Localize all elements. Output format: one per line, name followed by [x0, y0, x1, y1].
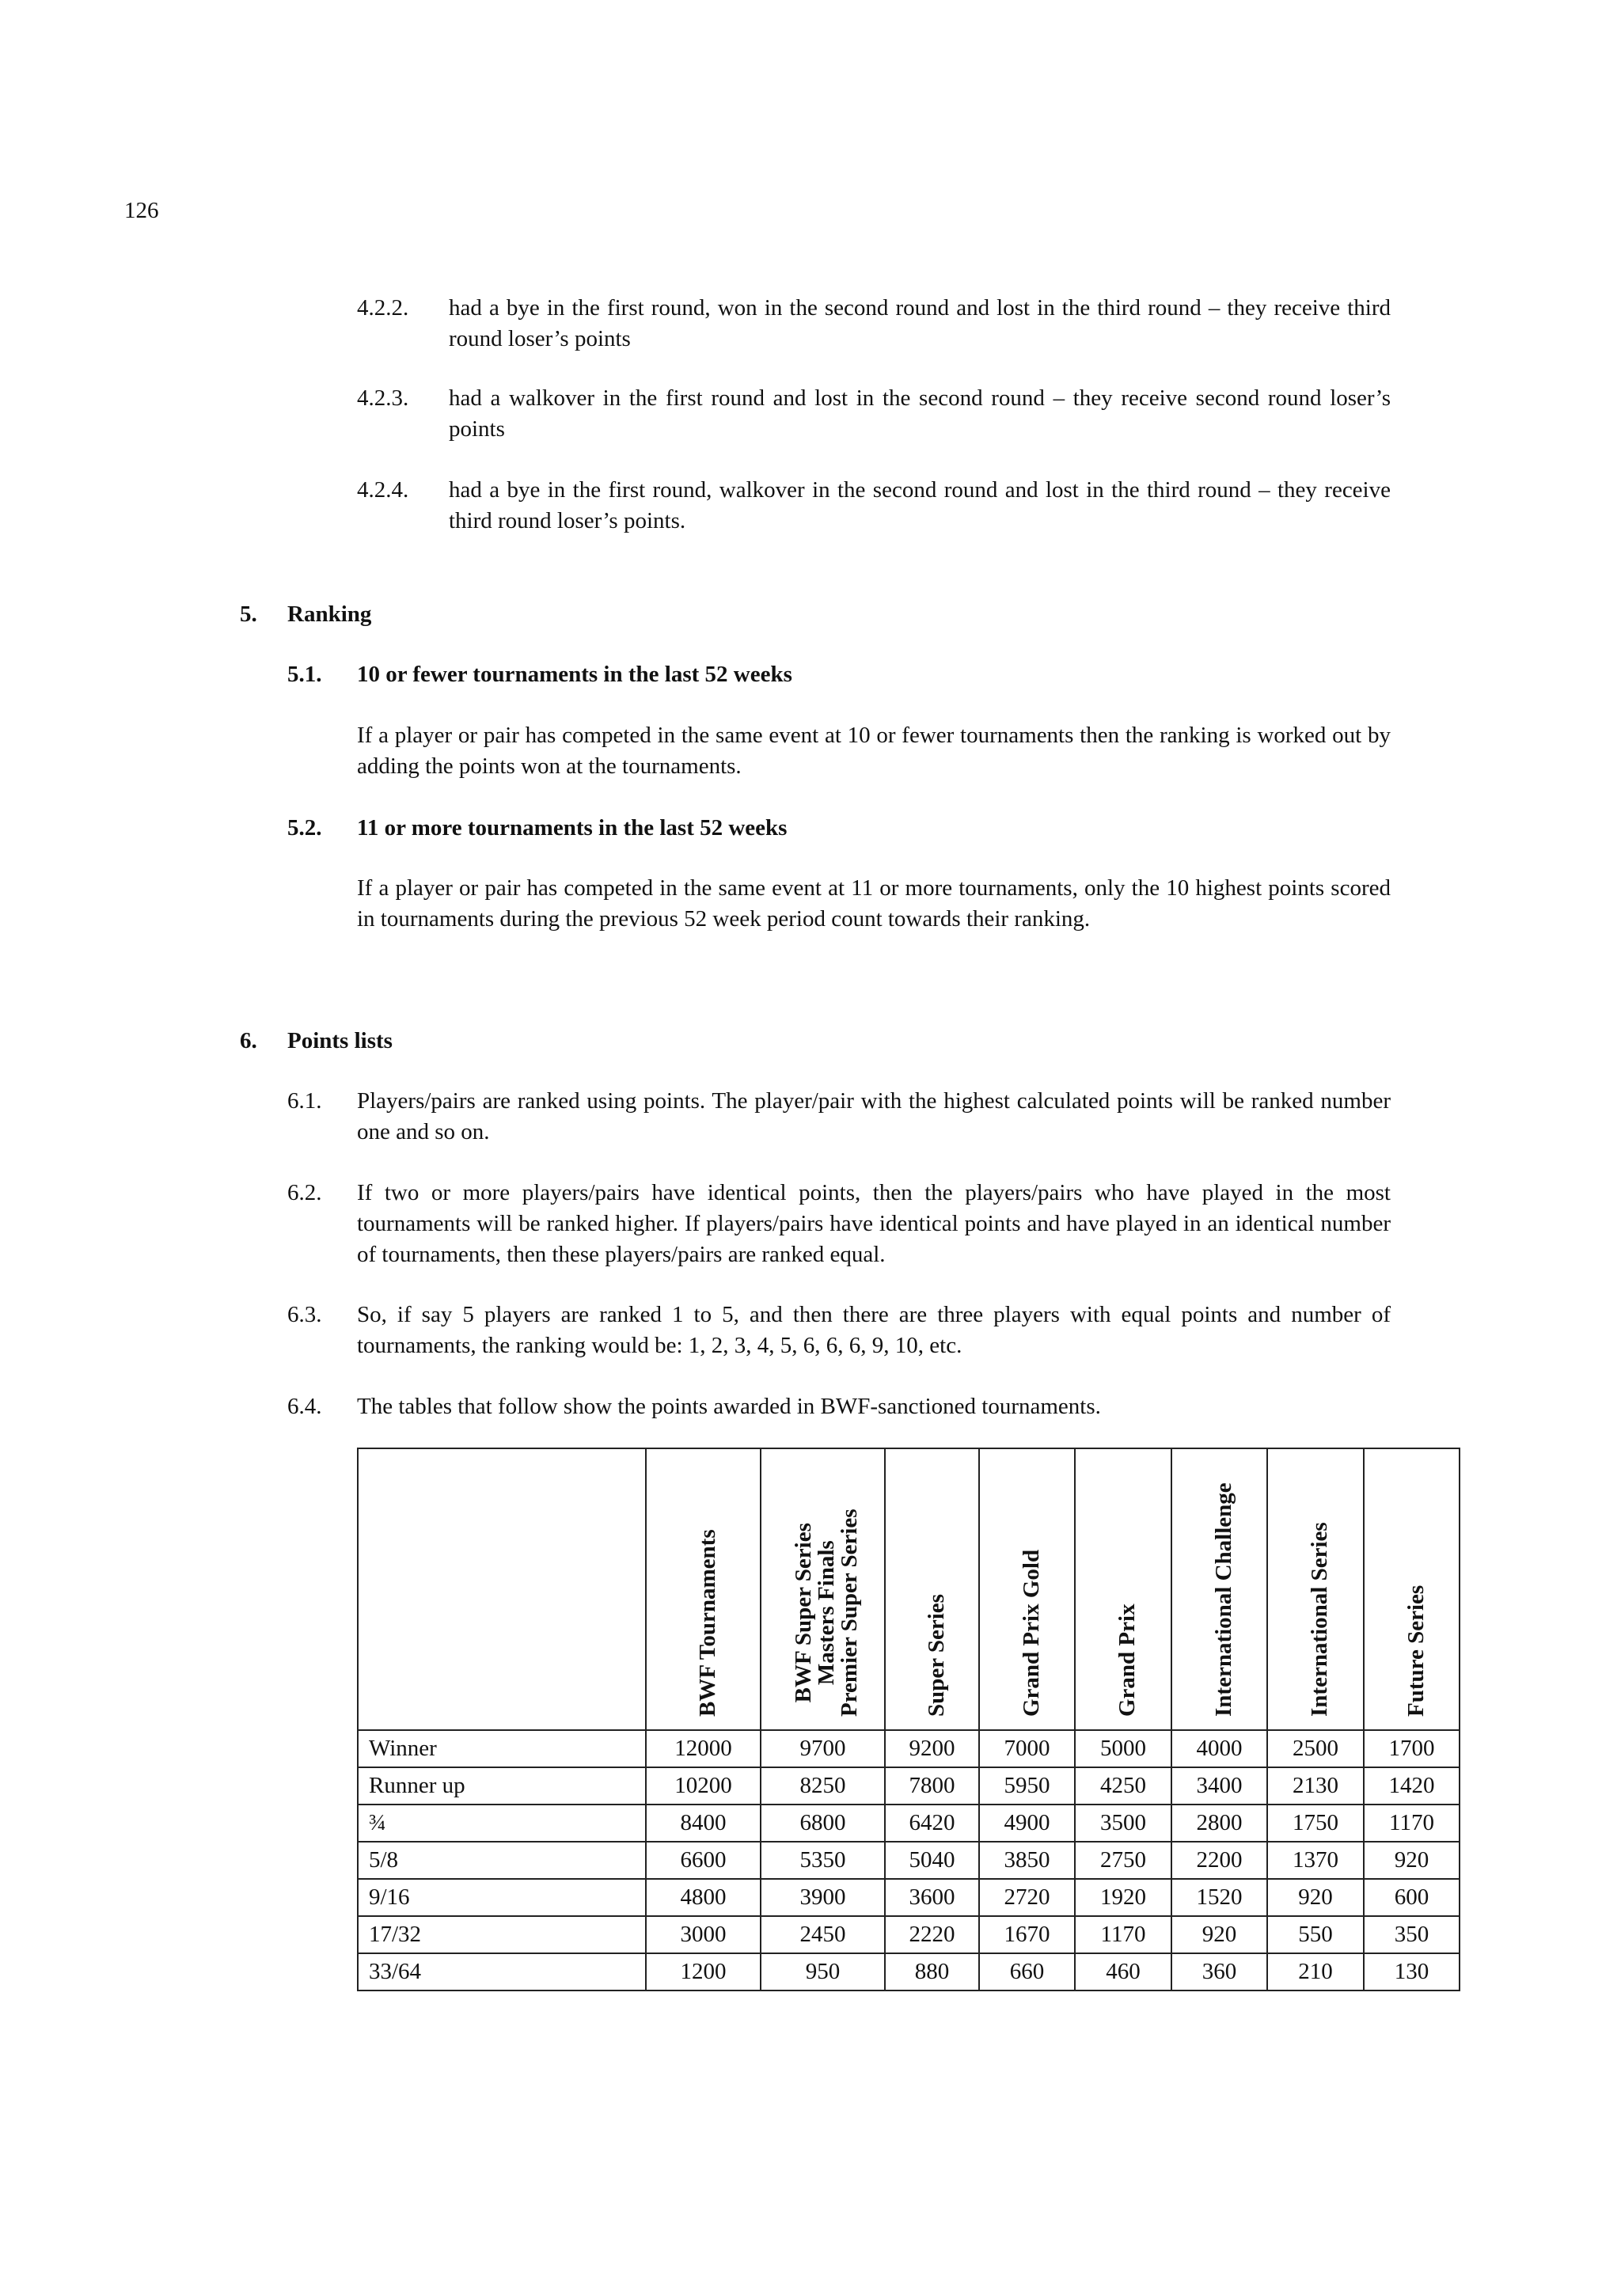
table-cell: 920 — [1171, 1916, 1267, 1953]
table-row — [358, 1767, 1460, 1805]
table-cell: 3900 — [761, 1879, 885, 1916]
table-cell: 1370 — [1267, 1842, 1364, 1879]
paragraph: If a player or pair has competed in the same event at 10 or fewer tournaments then the ranking is worked out by adding the points won at the tournaments. — [357, 723, 1391, 779]
column-header: BWF Tournaments — [646, 1448, 761, 1730]
row-label: 5/8 — [358, 1842, 646, 1879]
table-cell: 4250 — [1075, 1767, 1171, 1805]
table-cell: 3600 — [885, 1879, 979, 1916]
subsection-number: 5.1. — [287, 662, 322, 687]
item-number: 6.3. — [287, 1302, 322, 1327]
item-text: had a bye in the first round, walkover in the second round and lost in the third round – they receive third round loser’s points. — [449, 477, 1391, 533]
table-cell: 880 — [885, 1953, 979, 1990]
item-text: had a bye in the first round, won in the second round and lost in the third round – they receive third round loser’s points — [449, 295, 1391, 351]
table-cell: 4900 — [979, 1805, 1075, 1842]
subsection-title: 10 or fewer tournaments in the last 52 weeks — [357, 662, 792, 687]
table-cell: 3400 — [1171, 1767, 1267, 1805]
table-cell: 1170 — [1075, 1916, 1171, 1953]
column-header: Super Series — [885, 1448, 979, 1730]
item-number: 6.1. — [287, 1088, 322, 1114]
table-corner-cell — [358, 1448, 646, 1730]
table-cell: 1420 — [1364, 1767, 1460, 1805]
table-header-row — [358, 1448, 1460, 1730]
column-header: International Series — [1267, 1448, 1364, 1730]
table-cell: 6800 — [761, 1805, 885, 1842]
table-cell: 5950 — [979, 1767, 1075, 1805]
item-number: 4.2.3. — [357, 385, 409, 411]
section-title: Ranking — [287, 602, 372, 627]
section-title: Points lists — [287, 1028, 393, 1053]
item-number: 4.2.2. — [357, 295, 409, 321]
paragraph: The tables that follow show the points awarded in BWF-sanctioned tournaments. — [357, 1394, 1101, 1419]
table-cell: 6600 — [646, 1842, 761, 1879]
table-cell: 8250 — [761, 1767, 885, 1805]
table-cell: 7000 — [979, 1730, 1075, 1767]
table-cell: 3000 — [646, 1916, 761, 1953]
table-row — [358, 1916, 1460, 1953]
table-cell: 1670 — [979, 1916, 1075, 1953]
table-cell: 2130 — [1267, 1767, 1364, 1805]
table-cell: 600 — [1364, 1879, 1460, 1916]
row-label: Runner up — [358, 1767, 646, 1805]
table-cell: 210 — [1267, 1953, 1364, 1990]
table-cell: 2800 — [1171, 1805, 1267, 1842]
table-cell: 350 — [1364, 1916, 1460, 1953]
table-cell: 12000 — [646, 1730, 761, 1767]
row-label: 33/64 — [358, 1953, 646, 1990]
table-cell: 2720 — [979, 1879, 1075, 1916]
section-number: 5. — [240, 602, 257, 627]
table-cell: 360 — [1171, 1953, 1267, 1990]
table-cell: 10200 — [646, 1767, 761, 1805]
table-row — [358, 1953, 1460, 1990]
table-cell: 1200 — [646, 1953, 761, 1990]
table-cell: 2200 — [1171, 1842, 1267, 1879]
table-cell: 8400 — [646, 1805, 761, 1842]
table-row — [358, 1879, 1460, 1916]
column-header: Future Series — [1364, 1448, 1460, 1730]
table-cell: 9700 — [761, 1730, 885, 1767]
column-header: International Challenge — [1171, 1448, 1267, 1730]
page-number: 126 — [124, 198, 159, 223]
paragraph: Players/pairs are ranked using points. The player/pair with the highest calculated points will be ranked number one and so on. — [357, 1088, 1391, 1144]
paragraph: If a player or pair has competed in the same event at 11 or more tournaments, only the 10 highest points scored in tournaments during the previous 52 week period count towards their ranking. — [357, 875, 1391, 932]
section-number: 6. — [240, 1028, 257, 1053]
paragraph: If two or more players/pairs have identical points, then the players/pairs who have played in the most tournaments will be ranked higher. If players/pairs have identical points and have played in an identical number of tournaments, then these players/pairs are ranked equal. — [357, 1180, 1391, 1267]
row-label: Winner — [358, 1730, 646, 1767]
table-cell: 1520 — [1171, 1879, 1267, 1916]
table-cell: 9200 — [885, 1730, 979, 1767]
column-header: Grand Prix Gold — [979, 1448, 1075, 1730]
table-row — [358, 1730, 1460, 1767]
row-label: ¾ — [358, 1805, 646, 1842]
item-text: had a walkover in the first round and lost in the second round – they receive second round loser’s points — [449, 385, 1391, 442]
row-label: 9/16 — [358, 1879, 646, 1916]
table-cell: 920 — [1364, 1842, 1460, 1879]
table-cell: 950 — [761, 1953, 885, 1990]
table-cell: 7800 — [885, 1767, 979, 1805]
table-cell: 1750 — [1267, 1805, 1364, 1842]
table-cell: 4000 — [1171, 1730, 1267, 1767]
item-number: 4.2.4. — [357, 477, 409, 503]
item-number: 6.4. — [287, 1394, 322, 1419]
table-row — [358, 1842, 1460, 1879]
table-cell: 920 — [1267, 1879, 1364, 1916]
points-table — [357, 1448, 1460, 1991]
table-cell: 6420 — [885, 1805, 979, 1842]
table-cell: 1920 — [1075, 1879, 1171, 1916]
table-cell: 660 — [979, 1953, 1075, 1990]
table-cell: 1170 — [1364, 1805, 1460, 1842]
column-header: Grand Prix — [1075, 1448, 1171, 1730]
table-cell: 3500 — [1075, 1805, 1171, 1842]
table-cell: 2750 — [1075, 1842, 1171, 1879]
table-cell: 5000 — [1075, 1730, 1171, 1767]
table-cell: 5350 — [761, 1842, 885, 1879]
subsection-title: 11 or more tournaments in the last 52 weeks — [357, 815, 788, 841]
table-cell: 550 — [1267, 1916, 1364, 1953]
table-cell: 5040 — [885, 1842, 979, 1879]
subsection-number: 5.2. — [287, 815, 322, 841]
row-label: 17/32 — [358, 1916, 646, 1953]
table-cell: 130 — [1364, 1953, 1460, 1990]
item-number: 6.2. — [287, 1180, 322, 1205]
table-cell: 4800 — [646, 1879, 761, 1916]
table-cell: 2450 — [761, 1916, 885, 1953]
column-header: BWF Super Series Masters Finals Premier Super Series — [761, 1448, 885, 1730]
table-cell: 1700 — [1364, 1730, 1460, 1767]
table-cell: 2220 — [885, 1916, 979, 1953]
table-row — [358, 1805, 1460, 1842]
table-cell: 3850 — [979, 1842, 1075, 1879]
paragraph: So, if say 5 players are ranked 1 to 5, and then there are three players with equal points and number of tournaments, the ranking would be: 1, 2, 3, 4, 5, 6, 6, 6, 9, 10, etc. — [357, 1302, 1391, 1358]
table-cell: 460 — [1075, 1953, 1171, 1990]
table-cell: 2500 — [1267, 1730, 1364, 1767]
